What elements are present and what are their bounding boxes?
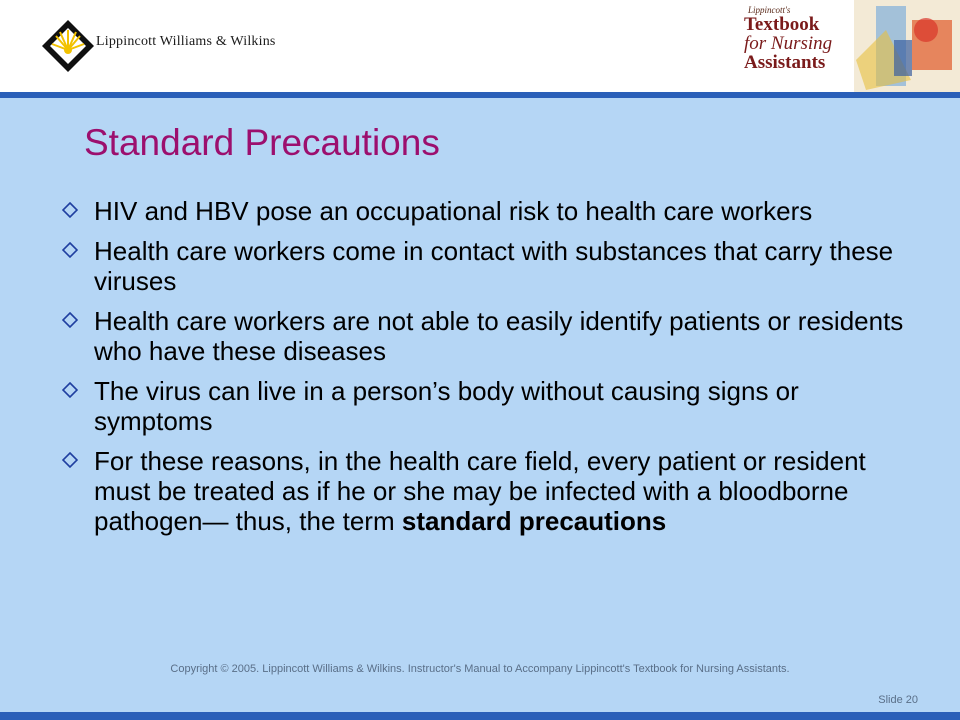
slide-title: Standard Precautions — [84, 122, 440, 163]
slide-header — [0, 0, 960, 92]
diamond-bullet-icon — [62, 202, 78, 218]
bullet-item — [56, 236, 906, 296]
book-title-small: Lippincott's — [748, 5, 791, 15]
bullet-text: HIV and HBV pose an occupational risk to health care workers — [94, 196, 813, 226]
bullet-list — [56, 196, 906, 546]
copyright-notice: Copyright © 2005. Lippincott Williams & Wilkins. Instructor's Manual to Accompany Lippincott's Textbook for Nursing Assistants. — [170, 663, 790, 675]
diamond-bullet-icon — [62, 382, 78, 398]
bullet-item — [56, 306, 906, 366]
bullet-item — [56, 376, 906, 436]
bullet-item — [56, 446, 906, 536]
diamond-bullet-icon — [62, 242, 78, 258]
diamond-bullet-icon — [62, 312, 78, 328]
bullet-bold-term: standard precautions — [401, 506, 667, 536]
book-title-line: Assistants — [744, 52, 826, 73]
bullet-text: Health care workers are not able to easily identify patients or residents who have these diseases — [94, 306, 904, 366]
book-title-line: for Nursing — [744, 33, 833, 54]
bullet-text: The virus can live in a person’s body without causing signs or symptoms — [94, 376, 799, 436]
bullet-item — [56, 196, 906, 226]
book-title — [744, 6, 832, 72]
header-divider — [0, 92, 960, 98]
slide-number: Slide 20 — [878, 694, 918, 706]
diamond-bullet-icon — [62, 452, 78, 468]
bullet-text: For these reasons, in the health care field, every patient or resident must be treated as if he or she may be infected with a bloodborne pathogen— thus, the term — [94, 446, 866, 536]
footer-divider — [0, 712, 960, 720]
publisher-name: Lippincott Williams & Wilkins — [96, 34, 276, 49]
bullet-text: Health care workers come in contact with substances that carry these viruses — [94, 236, 894, 296]
book-title-line: Textbook — [744, 14, 820, 35]
